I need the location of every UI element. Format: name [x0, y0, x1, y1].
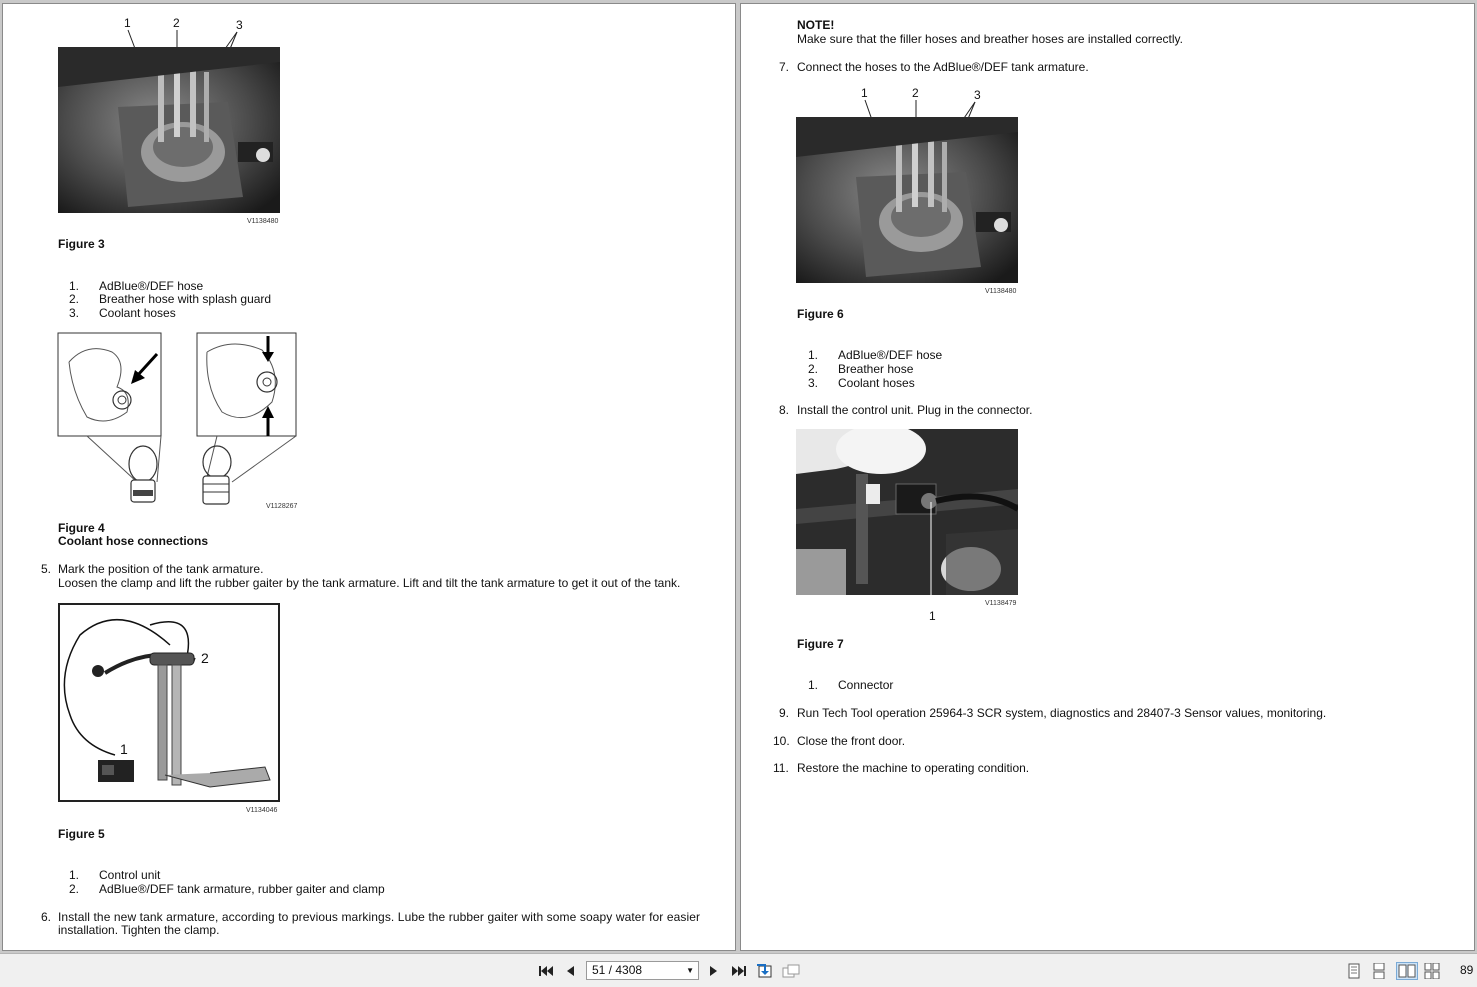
step-10-text: Close the front door.	[797, 734, 906, 748]
list-item: 1. Control unit	[68, 868, 161, 882]
callout-2: 2	[912, 86, 919, 100]
two-page-icon[interactable]	[1396, 962, 1418, 980]
callout-1: 1	[861, 86, 868, 100]
callout-2: 2	[173, 16, 180, 30]
figure-4-drawing	[57, 332, 307, 512]
figure-6-code: V1138480	[985, 288, 1017, 295]
callout-1: 1	[120, 741, 128, 757]
callout-3: 3	[236, 18, 243, 32]
list-item: 2. AdBlue®/DEF tank armature, rubber gaiter and clamp	[68, 882, 385, 896]
step-7-text: Connect the hoses to the AdBlue®/DEF tank armature.	[797, 60, 1089, 74]
step-6-text: Install the new tank armature, according to previous markings. Lube the rubber gaiter with some soapy water for easier	[58, 910, 701, 924]
figure-7-code: V1138479	[985, 600, 1017, 607]
figure-3-photo	[58, 47, 280, 213]
figure-4-caption: Coolant hose connections	[58, 534, 209, 548]
step-number: 9.	[779, 706, 790, 720]
figure-5-frame	[58, 603, 280, 802]
note-title: NOTE!	[797, 18, 835, 32]
last-page-icon[interactable]	[731, 963, 747, 979]
step-number: 6.	[41, 910, 52, 924]
first-page-icon[interactable]	[538, 963, 554, 979]
callout-leader-line	[926, 502, 936, 614]
step-9-text: Run Tech Tool operation 25964-3 SCR system, diagnostics and 28407-3 Sensor values, monitoring.	[797, 706, 1327, 720]
figure-6-label: Figure 6	[797, 307, 844, 321]
step-number: 10.	[773, 734, 790, 748]
note-text: Make sure that the filler hoses and breather hoses are installed correctly.	[797, 32, 1183, 46]
right-page	[740, 3, 1475, 951]
figure-5-code: V1134046	[246, 807, 278, 814]
list-item: 3. Coolant hoses	[807, 376, 915, 390]
page-number-select[interactable]: 51 / 4308 ▼	[586, 961, 699, 980]
callout-2: 2	[201, 650, 209, 666]
step-number: 11.	[773, 761, 789, 775]
single-page-icon[interactable]	[1346, 963, 1362, 979]
step-number: 5.	[41, 562, 52, 576]
list-item: 1. Connector	[807, 678, 894, 692]
chevron-down-icon: ▼	[686, 966, 694, 975]
list-item: 2. Breather hose with splash guard	[68, 292, 272, 306]
prev-page-icon[interactable]	[563, 963, 579, 979]
callout-3: 3	[974, 88, 981, 102]
zoom-level: 89	[1460, 963, 1474, 977]
list-item: 2. Breather hose	[807, 362, 914, 376]
figure-4-label: Figure 4	[58, 521, 105, 535]
list-item: 1. AdBlue®/DEF hose	[68, 279, 204, 293]
step-5-text-2: Loosen the clamp and lift the rubber gaiter by the tank armature. Lift and tilt the tank armature to get it out of the tank.	[58, 576, 681, 590]
step-6-text-2: installation. Tighten the clamp.	[58, 923, 220, 937]
step-8-text: Install the control unit. Plug in the connector.	[797, 403, 1033, 417]
step-number: 8.	[779, 403, 790, 417]
callout-1: 1	[929, 609, 936, 623]
go-back-icon[interactable]	[756, 963, 772, 979]
continuous-icon[interactable]	[1371, 963, 1387, 979]
figure-4-code: V1128267	[266, 503, 298, 510]
two-page-continuous-icon[interactable]	[1424, 963, 1440, 979]
figure-7-label: Figure 7	[797, 637, 844, 651]
next-page-icon[interactable]	[706, 963, 722, 979]
step-11-text: Restore the machine to operating condition.	[797, 761, 1030, 775]
figure-3-code: V1138480	[247, 218, 279, 225]
callout-1: 1	[124, 16, 131, 30]
list-item: 3. Coolant hoses	[68, 306, 176, 320]
left-page	[2, 3, 736, 951]
go-forward-icon[interactable]	[782, 963, 798, 979]
list-item: 1. AdBlue®/DEF hose	[807, 348, 943, 362]
figure-7-photo	[796, 429, 1018, 595]
figure-5-label: Figure 5	[58, 827, 105, 841]
navigation-toolbar	[0, 953, 1477, 987]
step-number: 7.	[779, 60, 790, 74]
figure-6-photo	[796, 117, 1018, 283]
figure-3-label: Figure 3	[58, 237, 105, 251]
step-5-text: Mark the position of the tank armature.	[58, 562, 264, 576]
